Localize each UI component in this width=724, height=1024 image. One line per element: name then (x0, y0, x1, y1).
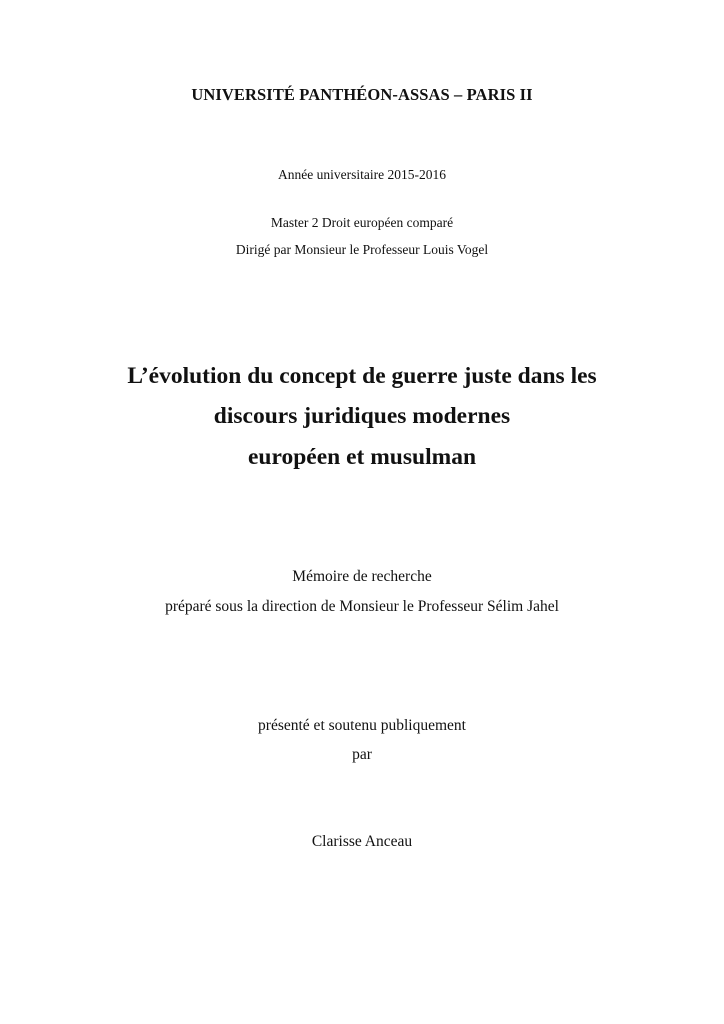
program-director: Dirigé par Monsieur le Professeur Louis Vogel (235, 242, 489, 257)
thesis-title-line-1: L’évolution du concept de guerre juste dans les (127, 363, 597, 389)
university-name: UNIVERSITÉ PANTHÉON-ASSAS – PARIS II (191, 85, 533, 104)
master-program: Master 2 Droit européen comparé (270, 215, 454, 230)
author-name: Clarisse Anceau (311, 833, 413, 850)
presentation-by: par (352, 746, 372, 763)
thesis-title-line-2: discours juridiques modernes (213, 403, 511, 429)
academic-year: Année universitaire 2015-2016 (278, 167, 446, 182)
presentation-statement: présenté et soutenu publiquement (258, 717, 466, 734)
thesis-supervision: préparé sous la direction de Monsieur le Professeur Sélim Jahel (165, 598, 559, 615)
thesis-type: Mémoire de recherche (292, 568, 432, 585)
thesis-title-line-3: européen et musulman (247, 444, 477, 470)
